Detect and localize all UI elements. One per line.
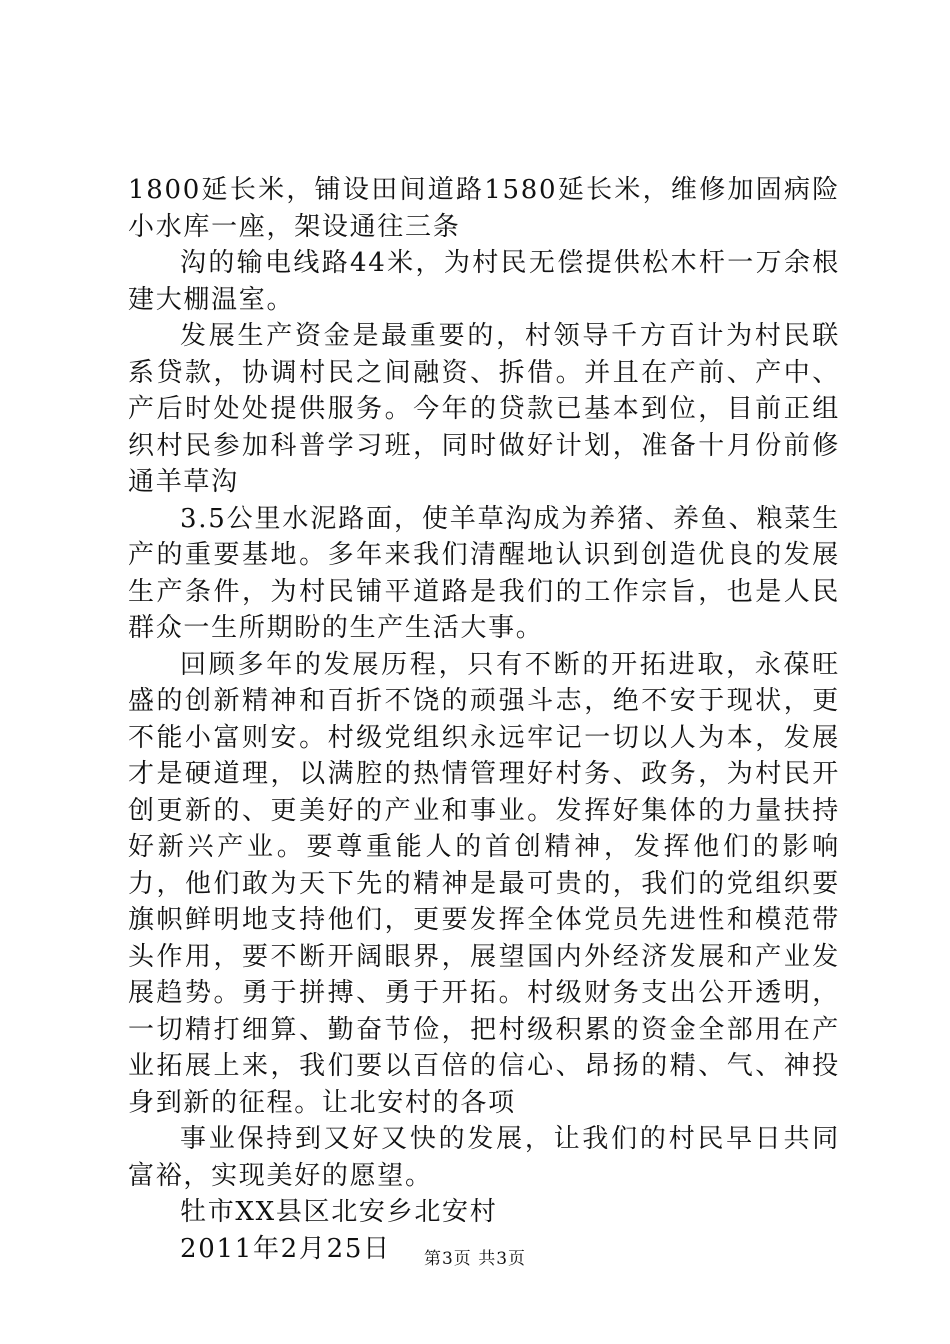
paragraph-3: 发展生产资金是最重要的，村领导千方百计为村民联系贷款，协调村民之间融资、拆借。并且在产前、产中、产后时处处提供服务。今年的贷款已基本到位，目前正组织村民参加科普学习班，同时做好计划，准备十月份前修通羊草沟 [128, 321, 840, 497]
paragraph-4: 3.5公里水泥路面，使羊草沟成为养猪、养鱼、粮菜生产的重要基地。多年来我们清醒地认识到创造优良的发展生产条件，为村民铺平道路是我们的工作宗旨，也是人民群众一生所期盼的生产生活大事。 [128, 503, 840, 643]
paragraph-5: 回顾多年的发展历程，只有不断的开拓进取，永葆旺盛的创新精神和百折不饶的顽强斗志，绝不安于现状，更不能小富则安。村级党组织永远牢记一切以人为本，发展才是硬道理，以满腔的热情管理好村务、政务，为村民开创更新的、更美好的产业和事业。发挥好集体的力量扶持好新兴产业。要尊重能人的首创精神，发挥他们的影响力，他们敢为天下先的精神是最可贵的，我们的党组织要旗帜鲜明地支持他们，更要发挥全体党员先进性和模范带头作用，要不断开阔眼界，展望国内外经济发展和产业发展趋势。勇于拼搏、勇于开拓。村级财务支出公开透明，一切精打细算、勤奋节俭，把村级积累的资金全部用在产业拓展上来，我们要以百倍的信心、昂扬的精、气、神投身到新的征程。让北安村的各项 [128, 649, 840, 1118]
paragraph-6: 事业保持到又好又快的发展，让我们的村民早日共同富裕，实现美好的愿望。 [128, 1124, 840, 1191]
document-body [128, 172, 840, 1267]
date-line: 2011年2月25日 [180, 1233, 391, 1264]
signature-line: 牡市XX县区北安乡北安村 [180, 1197, 498, 1227]
page-number-footer: 第3页 共3页 [423, 1249, 527, 1269]
paragraph-2: 沟的输电线路44米，为村民无偿提供松木杆一万余根建大棚温室。 [128, 248, 840, 315]
paragraph-1: 1800延长米，铺设田间道路1580延长米，维修加固病险小水库一座，架设通往三条 [128, 175, 840, 242]
